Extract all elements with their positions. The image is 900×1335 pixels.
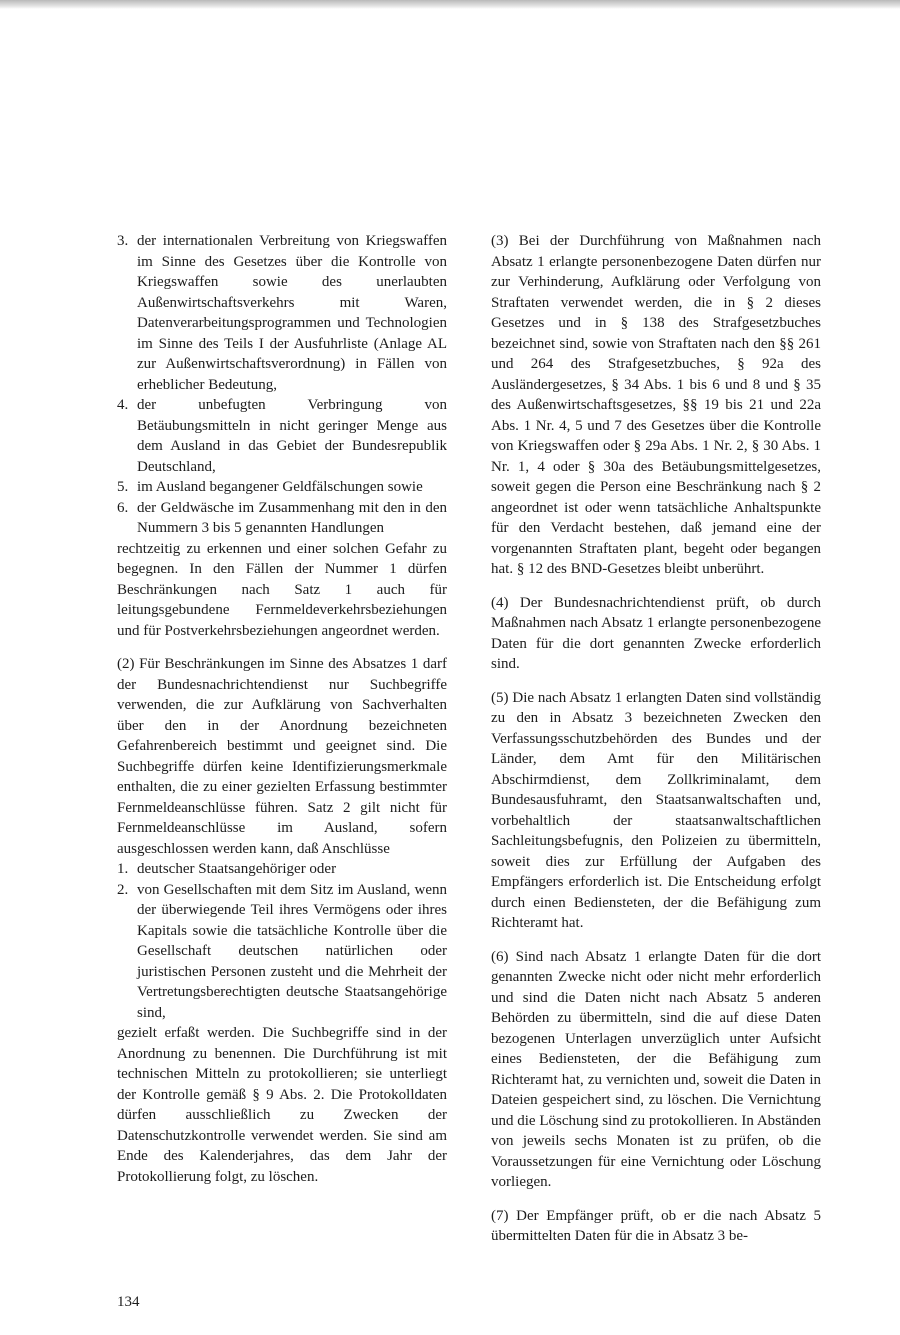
list-item-text: der Geldwäsche im Zusammenhang mit den in den Nummern 3 bis 5 genannten Handlungen (137, 499, 447, 536)
page-number: 134 (117, 1294, 140, 1310)
paragraph-1-continuation: rechtzeitig zu erkennen und einer solchen Gefahr zu begegnen. In den Fällen der Nummer 1 dürfen Beschränkungen nach Satz 1 auch für leitungsgebundene Fernmeldeverkehrsbeziehungen und für Postverkehrsbeziehungen angeordnet werden. (117, 540, 447, 639)
list-item (117, 859, 447, 880)
list-item-number: 2. (117, 881, 129, 898)
list-item (117, 395, 447, 477)
list-item (117, 880, 447, 1024)
paragraph-2: (2) Für Beschränkungen im Sinne des Absatzes 1 darf der Bundesnachrichtendienst nur Suchbegriffe verwenden, die zur Aufklärung von Sachverhalten über den in der Anordnung bezeichneten Gefahrenbereich bestimmt und geeignet sind. Die Suchbegriffe dürfen keine Identifizierungsmerkmale enthalten, die zu einer gezielten Erfassung bestimmter Fernmeldeanschlüsse führen. Satz 2 gilt nicht für Fernmeldeanschlüsse im Ausland, sofern ausgeschlossen werden kann, daß Anschlüsse (117, 656, 447, 857)
list-item-text: der internationalen Verbreitung von Kriegswaffen im Sinne des Gesetzes über die Kontrolle von Kriegswaffen sowie des unerlaubten Außenwirtschaftsverkehrs mit Waren, Datenverarbeitungsprogrammen und Technologien im Sinne des Teils I der Ausfuhrliste (Anlage AL zur Außenwirtschaftsverordnung) in Fällen von erheblicher Bedeutung, (137, 233, 447, 393)
list-item-text: deutscher Staatsangehöriger oder (137, 861, 337, 877)
paragraph-2-continuation: gezielt erfaßt werden. Die Suchbegriffe sind in der Anordnung zu benennen. Die Durchführung ist mit technischen Mitteln zu protokollieren; sie unterliegt der Kontrolle gemäß § 9 Abs. 2. Die Protokolldaten dürfen ausschließlich zu Zwecken der Datenschutzkontrolle verwendet werden. Sie sind am Ende des Kalenderjahres, das dem Jahr der Protokollierung folgt, zu löschen. (117, 1025, 447, 1185)
list-item-number: 5. (117, 479, 129, 495)
list-item-text: der unbefugten Verbringung von Betäubungsmitteln in nicht geringer Menge aus dem Ausland in das Gebiet der Bundesrepublik Deutschland, (137, 397, 447, 475)
paragraph-7: (7) Der Empfänger prüft, ob er die nach Absatz 5 übermittelten Daten für die in Absatz 3 be- (491, 1207, 821, 1244)
paragraph-5: (5) Die nach Absatz 1 erlangten Daten sind vollständig zu den in Absatz 3 bezeichneten Zwecken den Verfassungsschutzbehörden des Bundes und der Länder, dem Amt für den Militärischen Abschirmdienst, dem Zollkriminalamt, dem Bundesausfuhramt, den Staatsanwaltschaften und, vorbehaltlich der staatsanwaltschaftlichen Sachleitungsbefugnis, den Polizeien zu übermitteln, soweit dies zur Erfüllung der Aufgaben des Empfängers erforderlich ist. Die Entscheidung erfolgt durch einen Bediensteten, der die Befähigung zum Richteramt hat. (491, 689, 821, 931)
paragraph-6: (6) Sind nach Absatz 1 erlangte Daten für die dort genannten Zwecke nicht oder nicht mehr erforderlich und sind die Daten nicht nach Absatz 5 anderen Behörden zu übermitteln, sind die auf diese Daten bezogenen Unterlagen unverzüglich unter Aufsicht eines Bediensteten, der die Befähigung zum Richteramt hat, zu vernichten und, soweit die Daten in Dateien gespeichert sind, zu löschen. Die Vernichtung und die Löschung sind zu protokollieren. In Abständen von jeweils sechs Monaten ist zu prüfen, ob die Voraussetzungen für eine Vernichtung oder Löschung vorliegen. (491, 948, 821, 1190)
scan-edge-shadow (0, 0, 900, 9)
right-column (491, 231, 821, 1247)
list-item-text: von Gesellschaften mit dem Sitz im Ausland, wenn der überwiegende Teil ihres Vermögens oder ihres Kapitals sowie die tatsächliche Kontrolle über die Gesellschaft deutschen natürlichen oder juristischen Personen zusteht und die Mehrheit der Vertretungsberechtigten deutsche Staatsangehörige sind, (137, 881, 447, 1021)
list-item-number: 6. (117, 499, 129, 516)
list-item (117, 231, 447, 395)
list-item (117, 498, 447, 539)
left-column (117, 231, 447, 1187)
list-item-text: im Ausland begangener Geldfälschungen sowie (137, 479, 423, 495)
list-item (117, 477, 447, 498)
list-item-number: 1. (117, 861, 129, 877)
list-item-number: 3. (117, 233, 129, 249)
list-item-number: 4. (117, 397, 129, 413)
paragraph-4: (4) Der Bundesnachrichtendienst prüft, ob durch Maßnahmen nach Absatz 1 erlangte personenbezogene Daten für die dort genannten Zwecke erforderlich sind. (491, 594, 821, 672)
paragraph-3: (3) Bei der Durchführung von Maßnahmen nach Absatz 1 erlangte personenbezogene Daten dürfen nur zur Verhinderung, Aufklärung oder Verfolgung von Straftaten verwendet werden, die in § 2 dieses Gesetzes und in § 138 des Strafgesetzbuches bezeichnet sind, sowie von Straftaten nach den §§ 261 und 264 des Strafgesetzbuches, § 92a des Ausländergesetzes, § 34 Abs. 1 bis 6 und 8 und § 35 des Außenwirtschaftsgesetzes, §§ 19 bis 21 und 22a Abs. 1 Nr. 4, 5 und 7 des Gesetzes über die Kontrolle von Kriegswaffen oder § 29a Abs. 1 Nr. 2, § 30 Abs. 1 Nr. 1, 4 oder § 30a des Betäubungsmittelgesetzes, soweit gegen die Person eine Beschränkung nach § 2 angeordnet ist oder wenn tatsächliche Anhaltspunkte für den Verdacht bestehen, daß jemand eine der vorgenannten Straftaten plant, begeht oder begangen hat. § 12 des BND-Gesetzes bleibt unberührt. (491, 233, 821, 577)
